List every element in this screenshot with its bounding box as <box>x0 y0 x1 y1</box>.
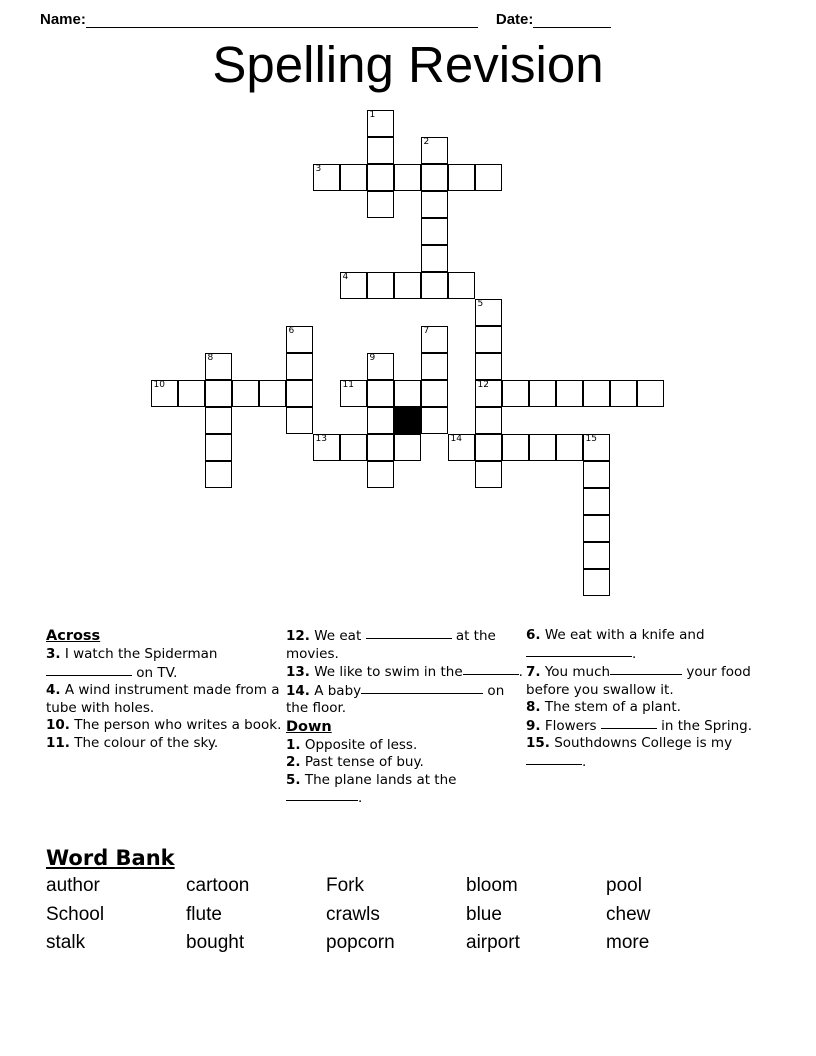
clue-number: 9. <box>526 717 541 734</box>
clue-text: Flowers <box>540 717 601 734</box>
down-heading: Down <box>286 718 332 735</box>
grid-cell[interactable] <box>583 380 610 407</box>
word-bank-word[interactable]: bloom <box>466 875 518 896</box>
grid-cell-number: 2 <box>423 137 430 147</box>
clue-text: on TV. <box>132 664 178 681</box>
grid-cell[interactable] <box>421 245 448 272</box>
grid-cell-number: 12 <box>477 380 489 390</box>
clue-number: 2. <box>286 754 301 770</box>
grid-cell[interactable] <box>394 380 421 407</box>
grid-cell[interactable] <box>394 272 421 299</box>
grid-cell[interactable] <box>583 461 610 488</box>
grid-cell[interactable] <box>421 380 448 407</box>
clue-across-3 <box>46 646 286 682</box>
clue-down-15 <box>526 735 770 771</box>
grid-cell[interactable] <box>421 218 448 245</box>
grid-cell[interactable] <box>259 380 286 407</box>
clue-answer-blank[interactable] <box>286 789 358 801</box>
grid-cell[interactable] <box>475 164 502 191</box>
grid-cell[interactable] <box>367 353 394 380</box>
grid-cell[interactable] <box>583 569 610 596</box>
grid-cell-number: 13 <box>315 434 327 444</box>
grid-cell[interactable] <box>475 353 502 380</box>
grid-cell[interactable] <box>205 434 232 461</box>
grid-cell[interactable] <box>448 272 475 299</box>
clue-text: Past tense of buy. <box>300 754 424 770</box>
grid-cell[interactable] <box>502 380 529 407</box>
word-bank-word[interactable]: stalk <box>46 932 86 953</box>
grid-cell[interactable] <box>475 299 502 326</box>
clue-text: The plane lands at the <box>300 771 457 788</box>
grid-cell[interactable] <box>286 326 313 353</box>
grid-cell[interactable] <box>475 461 502 488</box>
word-bank-word[interactable]: more <box>606 932 650 953</box>
grid-cell[interactable] <box>529 380 556 407</box>
grid-cell[interactable] <box>583 488 610 515</box>
clue-text: A wind instrument made from a tube with holes. <box>46 682 280 716</box>
clue-text: . <box>518 664 523 680</box>
clue-text: The person who writes a book. <box>69 717 282 733</box>
clue-text: your food before you swallow it. <box>526 664 751 698</box>
grid-cell[interactable] <box>421 137 448 164</box>
grid-cell-number: 11 <box>342 380 354 390</box>
grid-cell[interactable] <box>340 434 367 461</box>
grid-cell[interactable] <box>529 434 556 461</box>
grid-cell[interactable] <box>367 110 394 137</box>
clue-down-8 <box>526 699 770 717</box>
word-bank-word[interactable]: Fork <box>326 875 364 896</box>
across-heading: Across <box>46 628 101 644</box>
clue-text: . <box>358 790 363 806</box>
grid-cell[interactable] <box>448 434 475 461</box>
grid-cell[interactable] <box>421 326 448 353</box>
grid-cell[interactable] <box>556 434 583 461</box>
grid-cell[interactable] <box>394 434 421 461</box>
clue-answer-blank[interactable] <box>610 663 682 675</box>
word-bank-row <box>46 901 746 930</box>
grid-cell-number: 4 <box>342 272 349 282</box>
grid-cell[interactable] <box>313 164 340 191</box>
grid-cell[interactable] <box>205 353 232 380</box>
clue-text: on the floor. <box>286 682 505 716</box>
word-bank-word[interactable]: pool <box>606 875 642 896</box>
clues-section <box>46 627 770 808</box>
grid-cell[interactable] <box>205 407 232 434</box>
grid-cell-number: 1 <box>369 110 376 120</box>
grid-cell[interactable] <box>421 407 448 434</box>
grid-cell[interactable] <box>475 434 502 461</box>
grid-cell[interactable] <box>340 164 367 191</box>
grid-cell[interactable] <box>421 272 448 299</box>
grid-cell-blocked <box>394 407 421 434</box>
word-bank-word[interactable]: popcorn <box>326 932 395 953</box>
clue-text: at the movies. <box>286 628 496 662</box>
clue-number: 3. <box>46 646 61 662</box>
grid-cell[interactable] <box>421 164 448 191</box>
grid-cell[interactable] <box>151 380 178 407</box>
clue-text: in the Spring. <box>656 717 753 734</box>
clue-number: 10. <box>46 717 70 733</box>
clue-number: 14. <box>286 682 310 699</box>
clue-across-10 <box>46 717 286 735</box>
word-bank-title: Word Bank <box>46 846 175 870</box>
grid-cell-number: 15 <box>585 434 597 444</box>
word-bank-word[interactable]: flute <box>186 903 222 925</box>
grid-cell[interactable] <box>367 191 394 218</box>
clue-across-4 <box>46 682 286 717</box>
grid-cell[interactable] <box>367 272 394 299</box>
clue-across-14 <box>286 682 526 718</box>
grid-cell[interactable] <box>421 353 448 380</box>
clue-answer-blank[interactable] <box>463 663 519 675</box>
grid-cell-number: 5 <box>477 299 484 309</box>
grid-cell[interactable] <box>637 380 664 407</box>
clue-text: Southdowns College is my <box>549 735 733 751</box>
grid-cell[interactable] <box>340 380 367 407</box>
word-bank-word[interactable]: School <box>46 903 105 925</box>
grid-cell-number: 7 <box>423 326 430 336</box>
clue-down-1 <box>286 737 526 755</box>
grid-cell[interactable] <box>286 353 313 380</box>
grid-cell[interactable] <box>502 434 529 461</box>
clue-down-2 <box>286 754 526 772</box>
grid-cell[interactable] <box>286 407 313 434</box>
clue-number: 13. <box>286 664 310 680</box>
grid-cell[interactable] <box>583 434 610 461</box>
grid-cell[interactable] <box>394 164 421 191</box>
word-bank-list <box>46 872 746 958</box>
clue-answer-blank[interactable] <box>46 664 132 676</box>
grid-cell[interactable] <box>367 164 394 191</box>
clue-number: 5. <box>286 771 301 788</box>
word-bank-word[interactable]: author <box>46 875 100 896</box>
word-bank-word[interactable]: chew <box>606 903 651 925</box>
clue-text: We eat with a knife and <box>540 627 705 643</box>
clue-number: 15. <box>526 735 550 751</box>
clue-text: Opposite of less. <box>300 736 418 753</box>
clue-down-9 <box>526 717 770 736</box>
grid-cell[interactable] <box>205 461 232 488</box>
word-bank-word[interactable]: airport <box>466 932 520 953</box>
clue-number: 11. <box>46 734 70 751</box>
grid-cell[interactable] <box>367 137 394 164</box>
date-label: Date: <box>495 11 534 28</box>
grid-cell[interactable] <box>367 434 394 461</box>
grid-cell[interactable] <box>313 434 340 461</box>
clue-text: The colour of the sky. <box>69 734 219 751</box>
clue-down-7 <box>526 663 770 699</box>
word-bank-word[interactable]: blue <box>466 903 502 925</box>
clue-across-11 <box>46 735 286 753</box>
clue-text: . <box>632 645 637 662</box>
grid-cell[interactable] <box>340 272 367 299</box>
word-bank-row <box>46 929 746 958</box>
clue-text: A baby <box>309 682 362 699</box>
grid-cell[interactable] <box>205 380 232 407</box>
grid-cell[interactable] <box>583 542 610 569</box>
clue-across-13 <box>286 663 526 682</box>
grid-cell-number: 14 <box>450 434 462 444</box>
grid-cell[interactable] <box>421 191 448 218</box>
grid-cell[interactable] <box>475 380 502 407</box>
word-bank-word[interactable]: bought <box>186 932 245 953</box>
clue-across-12 <box>286 627 526 663</box>
grid-cell-number: 3 <box>315 164 322 174</box>
grid-cell[interactable] <box>178 380 205 407</box>
clue-column-3 <box>526 627 770 771</box>
clue-column-2 <box>286 627 526 808</box>
page-title: Spelling Revision <box>212 36 604 93</box>
clue-answer-blank[interactable] <box>366 627 452 639</box>
clue-number: 6. <box>526 627 541 643</box>
clue-text: You much <box>540 664 611 680</box>
grid-cell[interactable] <box>286 380 313 407</box>
clue-number: 8. <box>526 699 541 715</box>
clue-number: 12. <box>286 628 310 644</box>
grid-cell[interactable] <box>475 326 502 353</box>
grid-cell[interactable] <box>367 461 394 488</box>
name-label: Name: <box>40 11 86 28</box>
grid-cell[interactable] <box>556 380 583 407</box>
word-bank-word[interactable]: cartoon <box>186 875 250 896</box>
grid-cell[interactable] <box>583 515 610 542</box>
clue-answer-blank[interactable] <box>601 717 657 729</box>
grid-cell[interactable] <box>610 380 637 407</box>
grid-cell-number: 6 <box>288 326 295 336</box>
grid-cell-number: 9 <box>369 353 376 363</box>
clue-text: We like to swim in the <box>309 664 463 680</box>
grid-cell-number: 10 <box>153 380 165 390</box>
clue-text: I watch the Spiderman <box>60 646 218 662</box>
clue-number: 4. <box>46 682 61 698</box>
grid-cell-number: 8 <box>207 353 214 363</box>
word-bank-word[interactable]: crawls <box>326 903 380 925</box>
clue-down-5 <box>286 772 526 808</box>
clue-number: 1. <box>286 736 301 753</box>
word-bank-row <box>46 872 746 901</box>
clue-text: . <box>582 753 587 770</box>
clue-text: The stem of a plant. <box>540 699 681 715</box>
clue-answer-blank[interactable] <box>526 645 632 657</box>
clue-answer-blank[interactable] <box>361 682 483 694</box>
grid-cell[interactable] <box>232 380 259 407</box>
clue-column-1 <box>46 627 286 752</box>
grid-cell[interactable] <box>448 164 475 191</box>
clue-down-6 <box>526 627 770 663</box>
clue-number: 7. <box>526 664 541 680</box>
grid-cell[interactable] <box>367 380 394 407</box>
clue-answer-blank[interactable] <box>526 753 582 765</box>
grid-cell[interactable] <box>367 407 394 434</box>
grid-cell[interactable] <box>475 407 502 434</box>
clue-text: We eat <box>309 628 366 644</box>
